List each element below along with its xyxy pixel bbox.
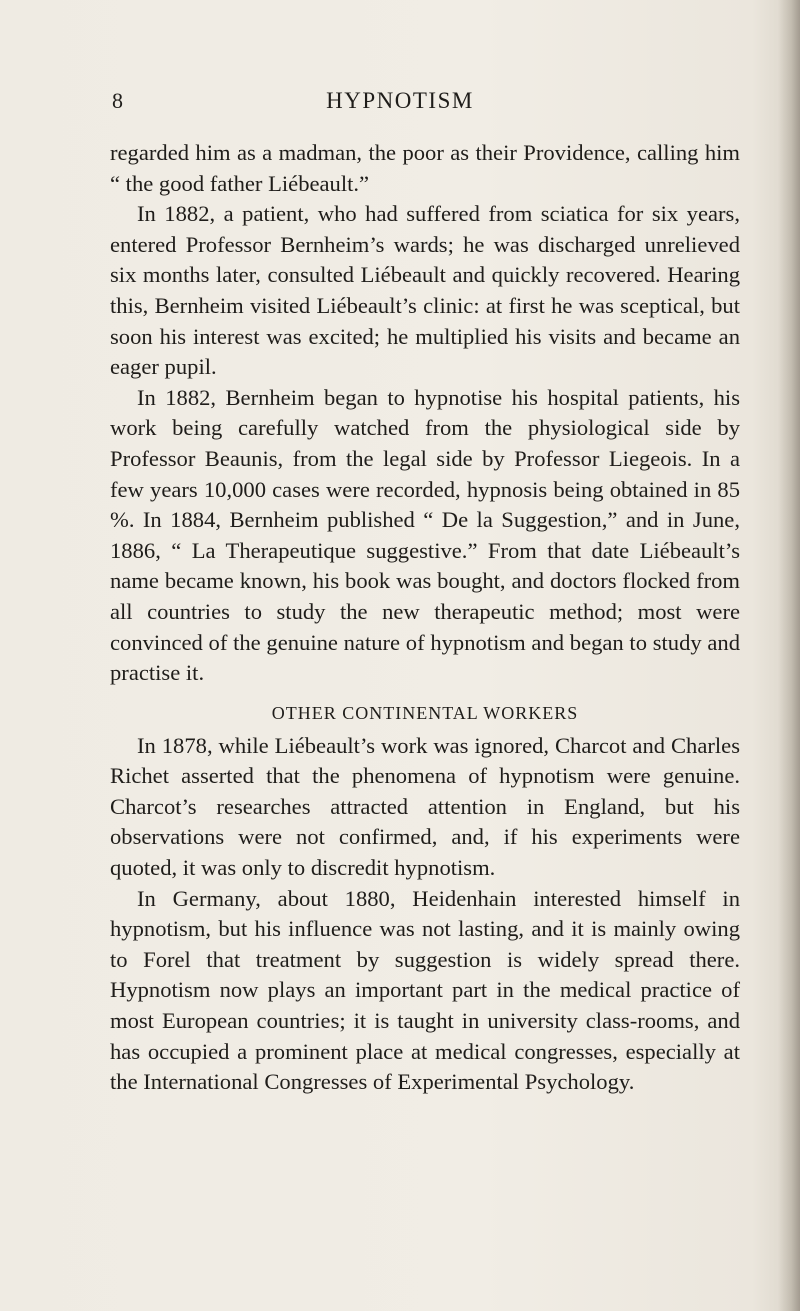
page-number: 8 bbox=[112, 88, 124, 113]
paragraph-continuation: regarded him as a madman, the poor as their Providence, calling him “ the good father Liébeault.” bbox=[110, 140, 740, 196]
running-head: HYPNOTISM bbox=[326, 88, 474, 113]
paragraph-charcot: In 1878, while Liébeault’s work was ignored, Charcot and Charles Richet asserted that the phenomena of hypnotism were genuine. Charcot’s researches attracted attention in England, but his observations were not confirmed, and, if his experiments were quoted, it was only to discredit hypnotism. bbox=[110, 732, 740, 881]
page-header bbox=[0, 88, 800, 122]
section-heading: OTHER CONTINENTAL WORKERS bbox=[271, 702, 579, 723]
body-text bbox=[110, 138, 740, 1098]
page-edge-shadow bbox=[778, 0, 800, 1311]
paragraph-germany: In Germany, about 1880, Heidenhain interested himself in hypnotism, but his influence was not lasting, and it is mainly owing to Forel that treatment by suggestion is widely spread there. Hypnotism now plays an important part in the medical practice of most European countries; it is taught in university class-rooms, and has occupied a prominent place at medical congresses, especially at the International Congresses of Experimental Psychology. bbox=[110, 885, 740, 1095]
paragraph-bernheim-hypnotise: In 1882, Bernheim began to hypnotise his hospital patients, his work being carefully watched from the physiological side by Professor Beaunis, from the legal side by Professor Liegeois. In a few years 10,000 cases were recorded, hypnosis being obtained in 85 %. In 1884, Bernheim published “ De la Suggestion,” and in June, 1886, “ La Therapeutique suggestive.” From that date Liébeault’s name became known, his book was bought, and doctors flocked from all countries to study the new therapeutic method; most were convinced of the genuine nature of hypnotism and began to study and practise it. bbox=[110, 384, 740, 686]
paragraph-sciatica-patient: In 1882, a patient, who had suffered from sciatica for six years, entered Professor Bernheim’s wards; he was discharged unrelieved six months later, consulted Liébeault and quickly recovered. Hearing this, Bernheim visited Liébeault’s clinic: at first he was sceptical, but soon his interest was excited; he multiplied his visits and became an eager pupil. bbox=[110, 201, 740, 380]
